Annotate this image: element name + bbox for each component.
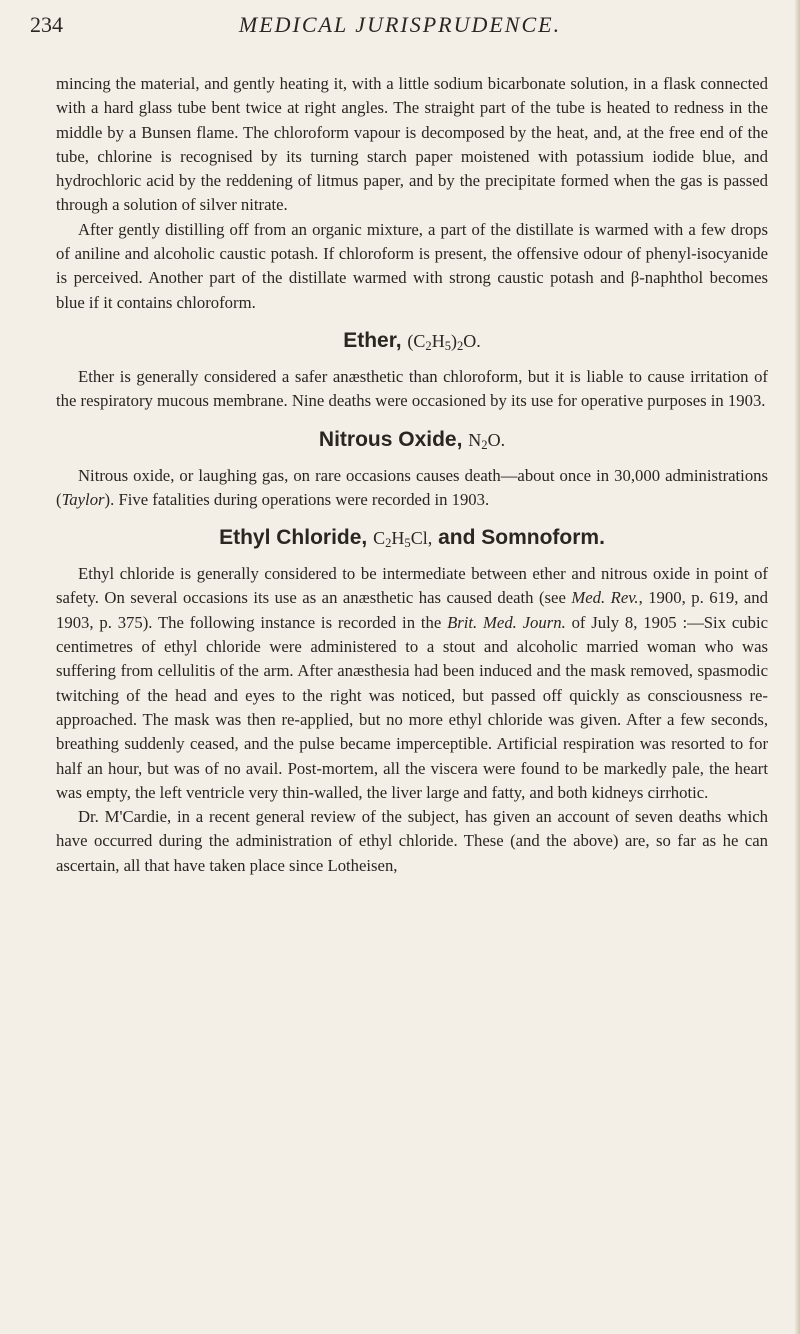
page-body xyxy=(56,72,768,878)
citation-taylor: Taylor xyxy=(61,489,105,509)
heading-ethyl-chloride: Ethyl Chloride, $C_2H_5Cl$, and Somnoform. xyxy=(219,526,605,551)
citation-brit-med-journ: Brit. Med. Journ. xyxy=(447,612,566,632)
paragraph-ethyl-chloride: Ethyl chloride is generally considered to be intermediate between ether and nitrous oxide in point of safety. On several occasions its use as an anæsthetic has caused death (see Med. Rev., 1900, p. 619, and 1903, p. 375). The following instance is recorded in the Brit. Med. Journ. of July 8, 1905 :—Six cubic centimetres of ethyl chloride were administered to a stout and alcoholic married woman who was suffering from cellulitis of the arm. After anæsthesia had been induced and the mask removed, spasmodic twitching of the head and eyes to the right was noticed, but passed off quickly as consciousness re-approached. The mask was then re-applied, but no more ethyl chloride was given. After a few seconds, breathing suddenly ceased, and the pulse became imperceptible. Artificial respiration was resorted to for half an hour, but was of no avail. Post-mortem, all the viscera were found to be markedly pale, the heart was empty, the left ventricle very thin-walled, the liver large and fatty, and both kidneys cirrhotic. xyxy=(56,564,768,802)
paragraph-nitrous-oxide: Nitrous oxide, or laughing gas, on rare occasions causes death—about once in 30,000 administrations (Taylor). Five fatalities during operations were recorded in 1903. xyxy=(56,465,768,509)
heading-ether xyxy=(56,327,768,355)
running-head xyxy=(30,12,770,42)
heading-nitrous-oxide xyxy=(56,426,768,454)
page-number: 234 xyxy=(30,12,63,37)
citation-med-rev: Med. Rev. xyxy=(571,588,639,608)
paragraph-ether: Ether is generally considered a safer anæsthetic than chloroform, but it is liable to cause irritation of the respiratory mucous membrane. Nine deaths were occasioned by its use for operative purposes in 1903. xyxy=(56,366,768,411)
ether-formula: $(C_2H_5)_2O$. xyxy=(407,330,481,354)
heading-ether-title: Ether, xyxy=(343,328,402,352)
nitrous-formula: $N_2O$. xyxy=(468,429,506,452)
ethyl-formula: $C_2H_5Cl$, xyxy=(373,528,433,551)
paragraph-mcardie: Dr. M'Cardie, in a recent general review of the subject, has given an account of seven deaths which have occurred during the administration of ethyl chloride. These (and the above) are, so far as he can ascertain, all that have taken place since Lotheisen, xyxy=(56,807,768,875)
paragraph-chloroform-test: mincing the material, and gently heating it, with a little sodium bicarbonate solution, in a flask connected with a hard glass tube bent twice at right angles. The straight part of the tube is heated to redness in the middle by a Bunsen flame. The chloroform vapour is decomposed by the heat, and, at the free end of the tube, chlorine is recognised by its turning starch paper moistened with potassium iodide blue, and hydrochloric acid by the reddening of litmus paper, and by the precipitate formed when the gas is passed through a solution of silver nitrate. xyxy=(56,74,768,215)
paragraph-distillation-test: After gently distilling off from an organic mixture, a part of the distillate is warmed with a few drops of aniline and alcoholic caustic potash. If chloroform is present, the offensive odour of phenyl-isocyanide is perceived. Another part of the distillate warmed with strong caustic potash and β-naphthol becomes blue if it contains chloroform. xyxy=(56,219,768,312)
running-title: MEDICAL JURISPRUDENCE. xyxy=(238,12,562,37)
heading-nitrous-title: Nitrous Oxide, xyxy=(318,427,463,451)
